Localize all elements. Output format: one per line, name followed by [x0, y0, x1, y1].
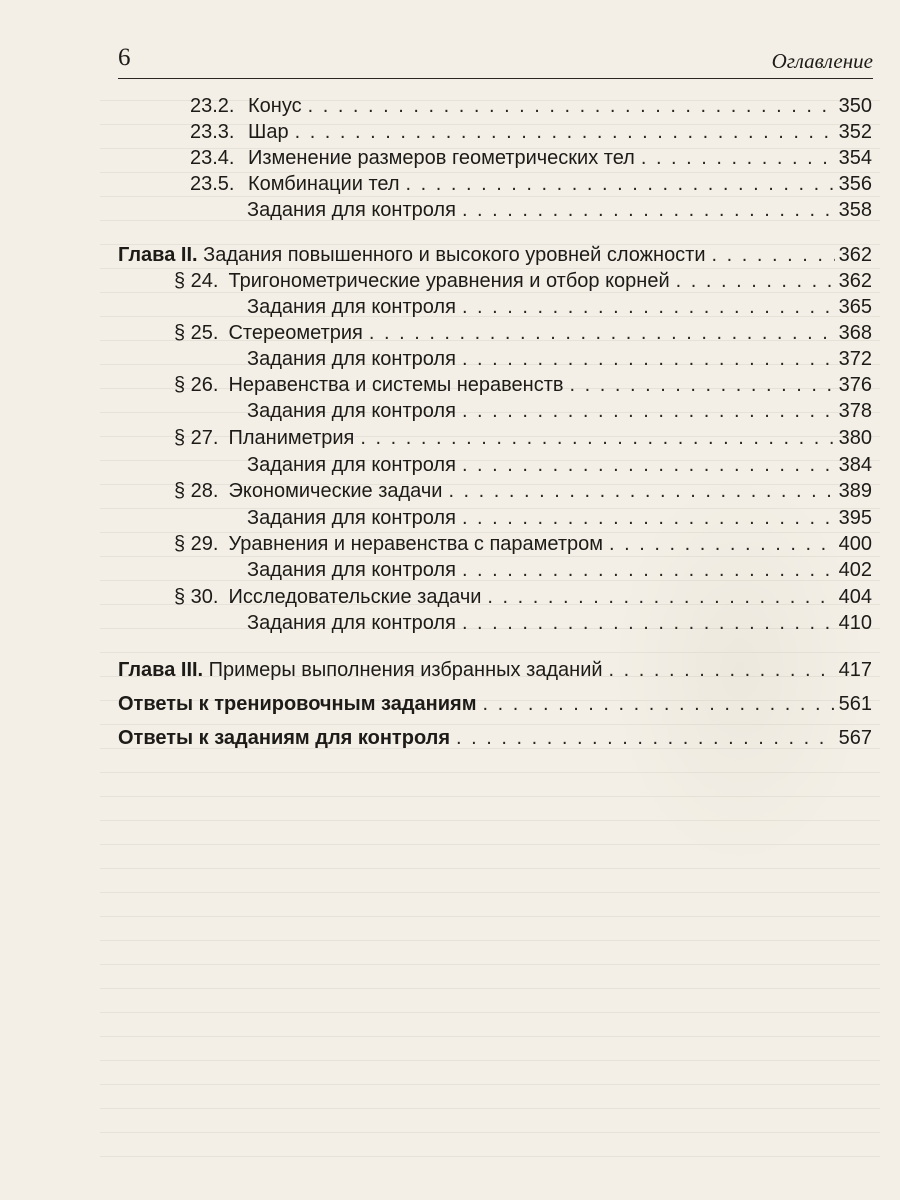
leader-dots	[712, 242, 835, 268]
running-title: Оглавление	[771, 49, 873, 73]
toc-entry-page: 395	[838, 507, 872, 529]
toc-entry-page: 358	[838, 199, 872, 221]
toc-entry-number: § 28.	[174, 480, 219, 502]
toc-answers-entry[interactable]	[118, 725, 872, 751]
toc-entry[interactable]	[190, 119, 872, 145]
toc-entry-page: 567	[838, 727, 872, 749]
toc-entry-page: 378	[838, 400, 872, 422]
leader-dots	[462, 398, 835, 424]
toc-entry-title: Шар	[248, 121, 289, 143]
toc-entry[interactable]	[247, 398, 872, 424]
toc-entry-title: Изменение размеров геометрических тел	[248, 147, 635, 169]
toc-entry[interactable]	[190, 171, 872, 197]
toc-entry[interactable]	[174, 584, 872, 610]
toc-entry-title: Ответы к заданиям для контроля	[118, 727, 451, 749]
leader-dots	[406, 171, 835, 197]
toc-entry-title: Исследовательские задачи	[228, 586, 482, 608]
leader-dots	[462, 557, 835, 583]
toc-entry-page: 365	[838, 296, 872, 318]
toc-entry-title: Неравенства и системы неравенств	[228, 374, 564, 396]
page-number: 6	[118, 44, 131, 71]
toc-entry-title: Стереометрия	[228, 322, 363, 344]
leader-dots	[369, 320, 835, 346]
toc-entry-page: 404	[838, 586, 872, 608]
toc-chapter-number: Глава III.	[118, 659, 204, 681]
toc-entry-number: § 30.	[174, 586, 219, 608]
toc-entry-title: Уравнения и неравенства с параметром	[228, 533, 604, 555]
toc-entry-page: 400	[838, 533, 872, 555]
toc-entry[interactable]	[247, 294, 872, 320]
leader-dots	[448, 478, 834, 504]
toc-entry-page: 389	[838, 480, 872, 502]
leader-dots	[462, 505, 835, 531]
leader-dots	[641, 145, 835, 171]
toc-entry[interactable]	[247, 610, 872, 636]
toc-entry-title: Конус	[248, 95, 302, 117]
toc-entry-page: 356	[838, 173, 872, 195]
toc-entry-number: § 27.	[174, 427, 219, 449]
leader-dots	[462, 346, 835, 372]
leader-dots	[676, 268, 835, 294]
toc-entry-title: Ответы к тренировочным заданиям	[118, 693, 477, 715]
toc-entry-page: 410	[838, 612, 872, 634]
toc-entry-title: Задания для контроля	[247, 199, 456, 221]
toc-entry[interactable]	[190, 93, 872, 119]
toc-answers-entry[interactable]	[118, 691, 872, 717]
toc-entry-page: 362	[838, 244, 872, 266]
toc-entry-title: Экономические задачи	[228, 480, 443, 502]
toc-entry[interactable]	[247, 452, 872, 478]
toc-chapter-number: Глава II.	[118, 244, 198, 266]
toc-entry-number: § 29.	[174, 533, 219, 555]
toc-entry[interactable]	[174, 531, 872, 557]
toc-entry[interactable]	[174, 268, 872, 294]
toc-entry-title: Тригонометрические уравнения и отбор корней	[228, 270, 670, 292]
toc-entry-page: 362	[838, 270, 872, 292]
toc-entry-title: Задания для контроля	[247, 400, 456, 422]
toc-entry-title: Комбинации тел	[248, 173, 400, 195]
leader-dots	[609, 531, 835, 557]
leader-dots	[462, 610, 835, 636]
leader-dots	[570, 372, 835, 398]
toc-entry-page: 372	[838, 348, 872, 370]
toc-entry-title: Задания повышенного и высокого уровней сложности	[203, 244, 706, 266]
toc-entry[interactable]	[174, 425, 872, 451]
toc-entry[interactable]	[247, 505, 872, 531]
toc-entry-page: 561	[838, 693, 872, 715]
toc-entry[interactable]	[247, 197, 872, 223]
toc-entry-title: Задания для контроля	[247, 348, 456, 370]
leader-dots	[360, 425, 834, 451]
toc-entry-number: 23.2.	[190, 95, 235, 117]
leader-dots	[462, 294, 835, 320]
toc-entry-number: § 25.	[174, 322, 219, 344]
toc-chapter[interactable]	[118, 657, 872, 683]
toc-entry-page: 354	[838, 147, 872, 169]
leader-dots	[308, 93, 835, 119]
leader-dots	[456, 725, 835, 751]
toc-entry-page: 376	[838, 374, 872, 396]
toc-entry-number: 23.5.	[190, 173, 235, 195]
toc-entry[interactable]	[190, 145, 872, 171]
toc-entry-page: 368	[838, 322, 872, 344]
toc-entry-title: Задания для контроля	[247, 507, 456, 529]
page-header	[118, 44, 873, 79]
toc-entry-title: Задания для контроля	[247, 559, 456, 581]
toc-entry[interactable]	[174, 478, 872, 504]
toc-entry-number: 23.4.	[190, 147, 235, 169]
toc-entry-page: 352	[838, 121, 872, 143]
toc-entry-number: 23.3.	[190, 121, 235, 143]
toc-entry-page: 417	[838, 659, 872, 681]
leader-dots	[483, 691, 835, 717]
toc-entry-title: Примеры выполнения избранных заданий	[208, 659, 603, 681]
toc-entry-number: § 26.	[174, 374, 219, 396]
leader-dots	[609, 657, 835, 683]
toc-entry[interactable]	[174, 320, 872, 346]
toc-entry-page: 402	[838, 559, 872, 581]
leader-dots	[462, 197, 835, 223]
toc-chapter[interactable]	[118, 242, 872, 268]
toc-entry-page: 380	[838, 427, 872, 449]
toc-entry-page: 350	[838, 95, 872, 117]
toc-entry-title: Планиметрия	[228, 427, 355, 449]
toc-entry[interactable]	[174, 372, 872, 398]
toc-entry[interactable]	[247, 346, 872, 372]
toc-entry-title: Задания для контроля	[247, 296, 456, 318]
toc-entry-number: § 24.	[174, 270, 219, 292]
toc-entry[interactable]	[247, 557, 872, 583]
leader-dots	[462, 452, 835, 478]
toc-entry-title: Задания для контроля	[247, 454, 456, 476]
toc-entry-title: Задания для контроля	[247, 612, 456, 634]
leader-dots	[295, 119, 835, 145]
leader-dots	[487, 584, 834, 610]
toc-entry-page: 384	[838, 454, 872, 476]
